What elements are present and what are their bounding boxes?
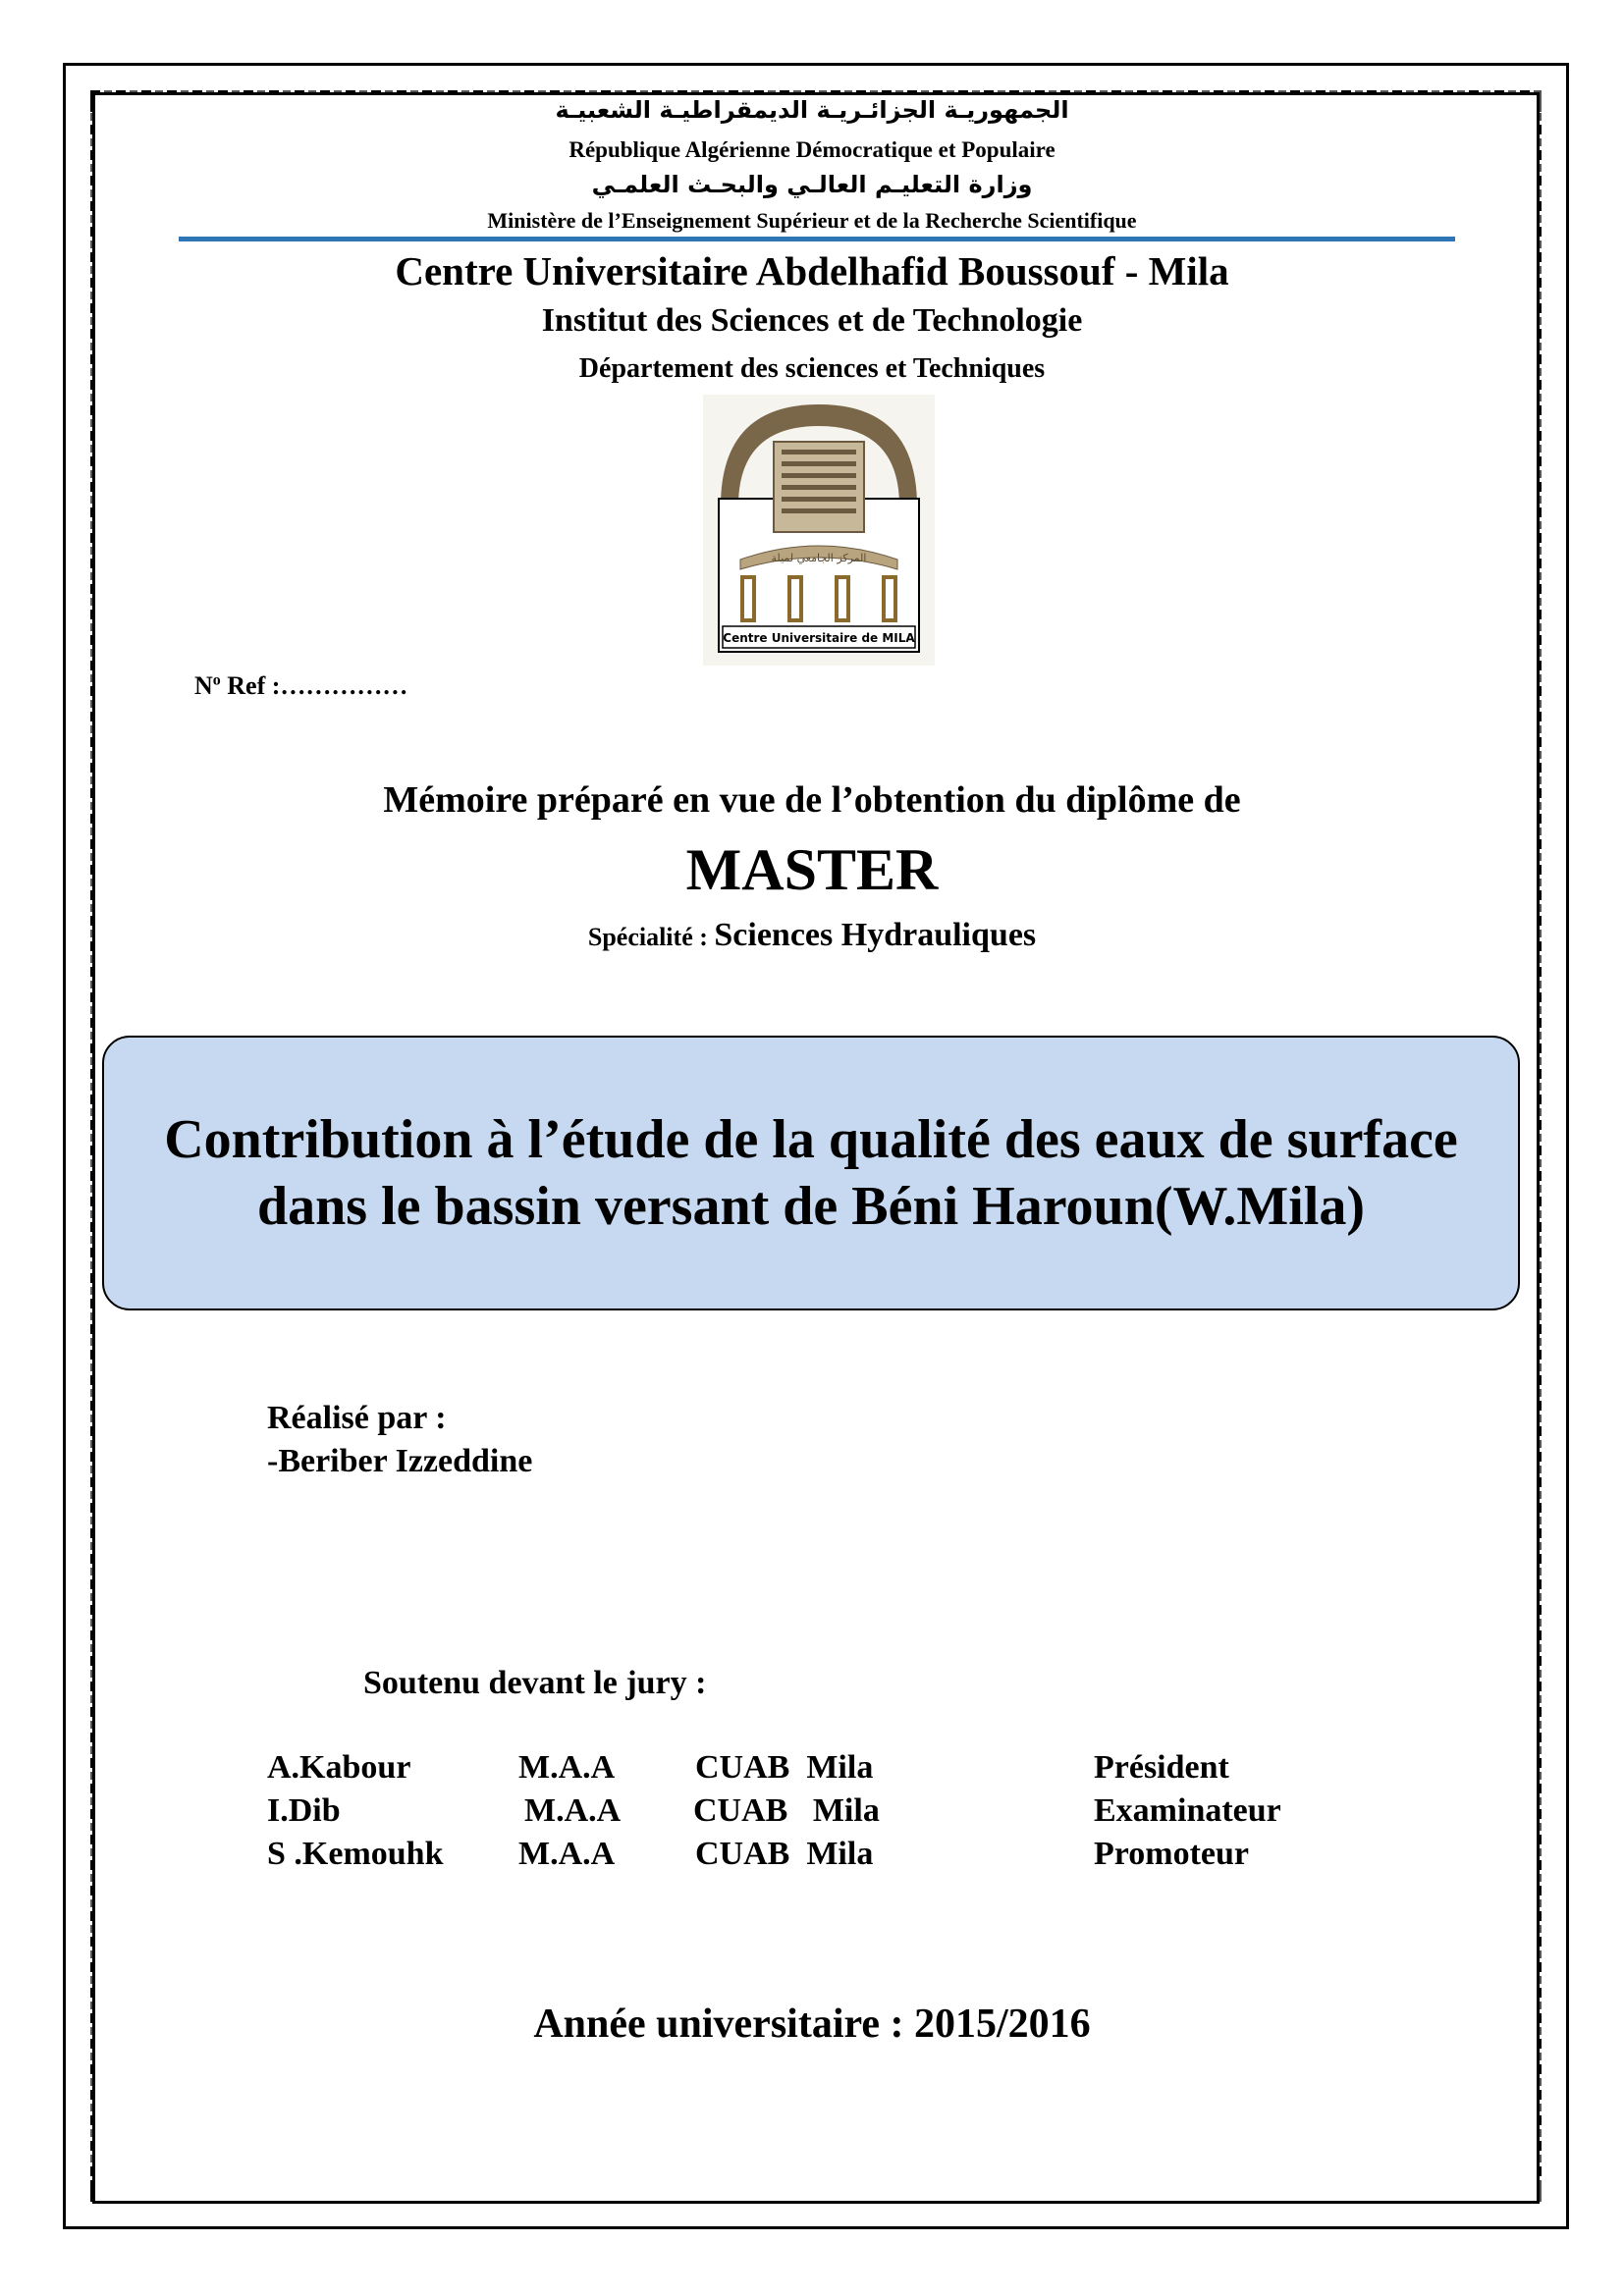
jury-member-name: A.Kabour [267, 1749, 411, 1786]
university-logo [703, 395, 935, 666]
thesis-title-box [102, 1036, 1520, 1310]
thesis-title: Contribution à l’étude de la qualité des eaux de surface dans le bassin versant de Béni Haroun(W.Mila) [164, 1109, 1458, 1237]
jury-member-institution: CUAB Mila [693, 1792, 880, 1829]
jury-member-role: Président [1094, 1749, 1229, 1786]
jury-member-role: Examinateur [1094, 1792, 1281, 1829]
author-label: Réalisé par : [267, 1400, 447, 1436]
arabic-ministry-line: وزارة التعليـم العالـي والبحـث العلمـي [591, 171, 1033, 198]
diploma-intro: Mémoire préparé en vue de l’obtention du diplôme de [383, 779, 1241, 821]
ministry-line: Ministère de l’Enseignement Supérieur et de la Recherche Scientifique [487, 208, 1137, 233]
jury-member-role: Promoteur [1094, 1836, 1249, 1872]
logo-caption: Centre Universitaire de MILA [723, 631, 915, 645]
jury-member-institution: CUAB Mila [695, 1836, 874, 1872]
jury-member-name: S .Kemouhk [267, 1836, 444, 1872]
department-name: Département des sciences et Techniques [578, 353, 1046, 384]
arabic-republic-line: الجمهوريـة الجزائـريـة الديمقراطيـة الشعبيـة [555, 96, 1069, 124]
jury-heading: Soutenu devant le jury : [363, 1665, 707, 1701]
jury-member-name: I.Dib [267, 1792, 341, 1829]
header-rule [179, 237, 1455, 241]
logo-arabic-caption: المركز الجامعي لميلة [771, 552, 867, 564]
jury-member-grade: M.A.A [524, 1792, 622, 1829]
degree-title: MASTER [685, 837, 939, 902]
republic-line: République Algérienne Démocratique et Populaire [568, 137, 1056, 162]
academic-year: Année universitaire : 2015/2016 [533, 2002, 1091, 2047]
reference-number: $N^o$ Ref :…………… [194, 671, 408, 700]
jury-member-grade: M.A.A [518, 1836, 616, 1872]
university-name: Centre Universitaire Abdelhafid Boussouf - Mila [395, 248, 1229, 294]
institute-name: Institut des Sciences et de Technologie [541, 302, 1083, 339]
jury-member-grade: M.A.A [518, 1749, 616, 1786]
jury-member-institution: CUAB Mila [695, 1749, 874, 1786]
specialty-line: Spécialité : Sciences Hydrauliques [587, 917, 1037, 953]
author-name: -Beriber Izzeddine [267, 1443, 533, 1479]
